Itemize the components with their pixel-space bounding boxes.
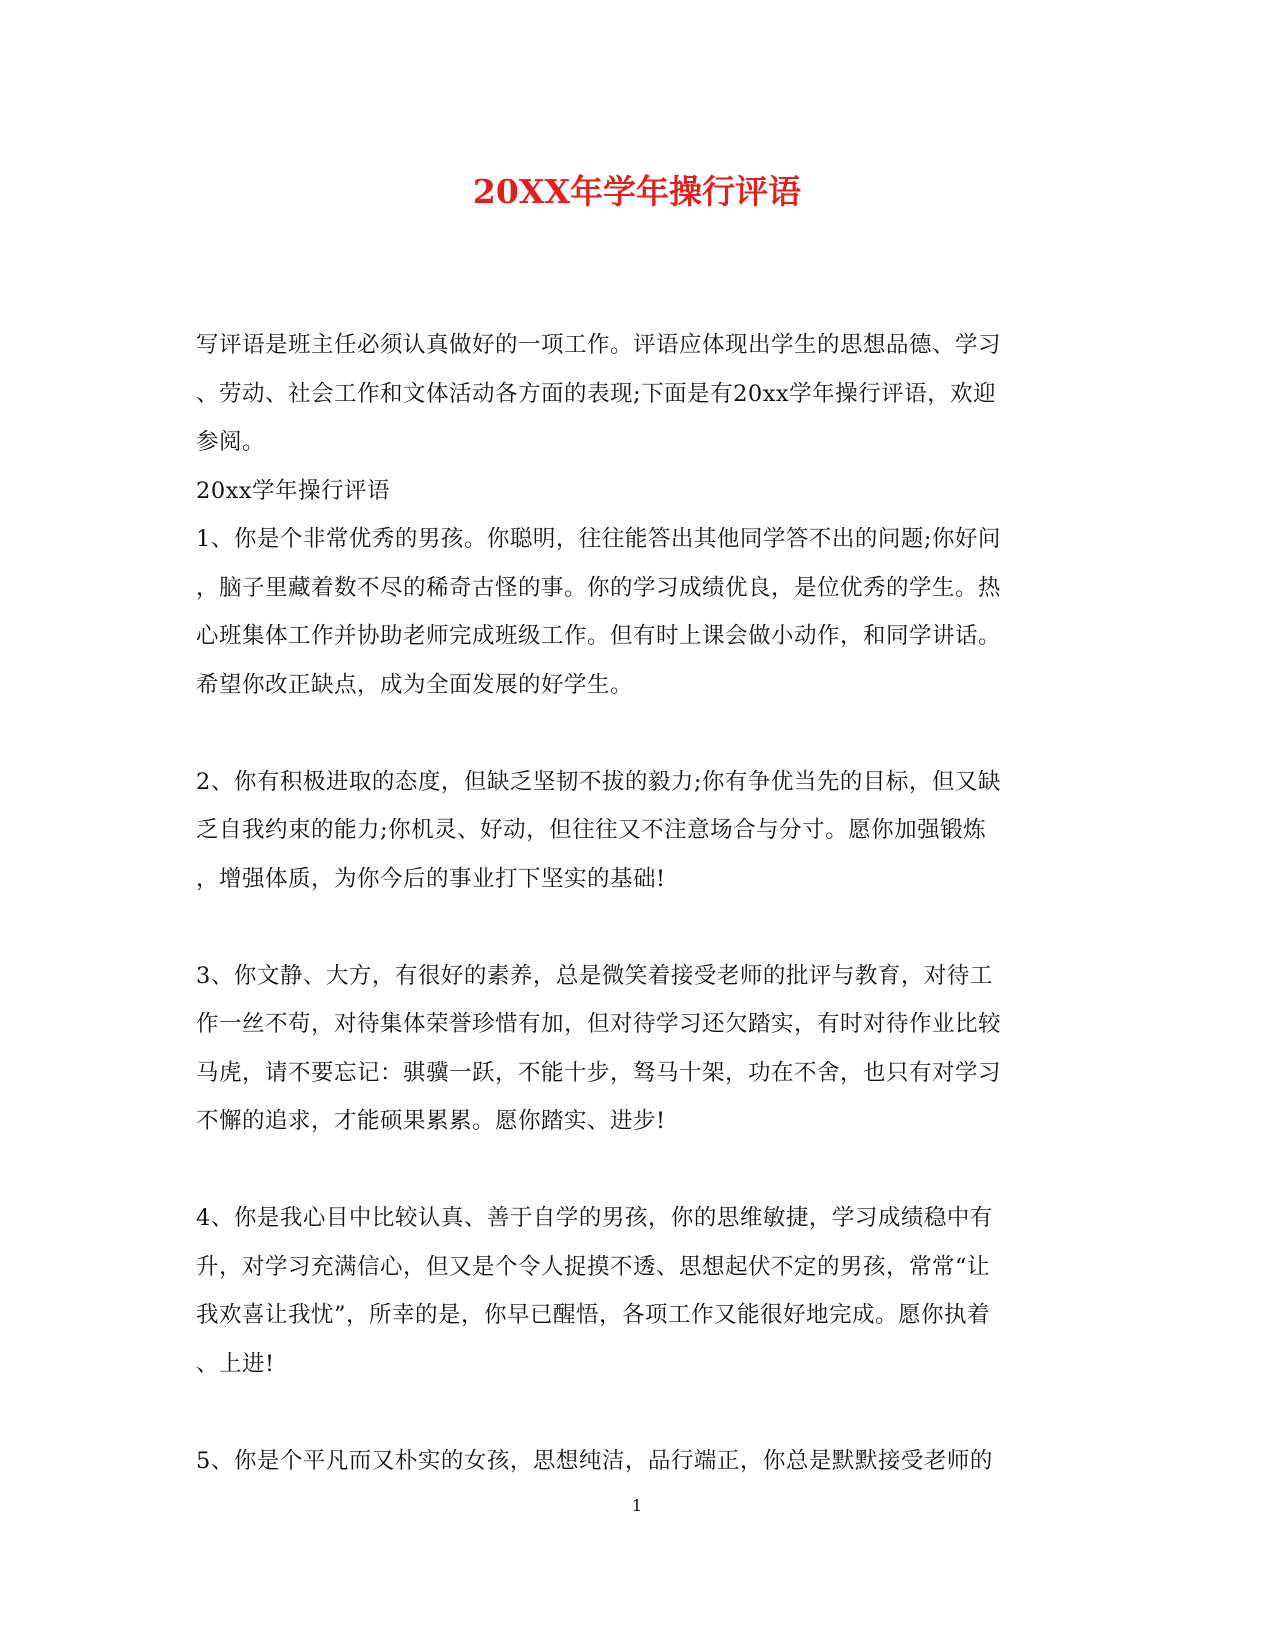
paragraph-spacer [196, 1388, 1082, 1437]
comment-line: 马虎，请不要忘记：骐骥一跃，不能十步，驽马十架，功在不舍，也只有对学习 [196, 1059, 1002, 1086]
comment-item-4 [196, 1194, 1082, 1388]
comment-item-2 [196, 758, 1082, 904]
comment-line: 、上进! [196, 1350, 275, 1377]
paragraph-spacer [196, 709, 1082, 758]
comment-line: ，脑子里藏着数不尽的稀奇古怪的事。你的学习成绩优良，是位优秀的学生。热 [196, 574, 1002, 601]
comment-item-3 [196, 952, 1082, 1146]
section-subheading [196, 467, 1082, 516]
comment-line: 1、你是个非常优秀的男孩。你聪明，往往能答出其他同学答不出的问题;你好问 [196, 526, 1001, 552]
comment-line: 2、你有积极进取的态度，但缺乏坚韧不拔的毅力;你有争优当先的目标，但又缺 [196, 768, 1001, 795]
comment-line: 不懈的追求，才能硕果累累。愿你踏实、进步! [196, 1108, 666, 1134]
comment-line: 5、你是个平凡而又朴实的女孩，思想纯洁，品行端正，你总是默默接受老师的 [196, 1447, 993, 1474]
comment-line: 升，对学习充满信心，但又是个令人捉摸不透、思想起伏不定的男孩，常常“让 [196, 1253, 991, 1280]
comment-line: 乏自我约束的能力;你机灵、好动，但往往又不注意场合与分寸。愿你加强锻炼 [196, 817, 987, 843]
comment-line: ，增强体质，为你今后的事业打下坚实的基础! [196, 865, 666, 892]
comment-line: 我欢喜让我忧”，所幸的是，你早已醒悟，各项工作又能很好地完成。愿你执着 [196, 1302, 991, 1328]
comment-line: 3、你文静、大方，有很好的素养，总是微笑着接受老师的批评与教育，对待工 [196, 962, 993, 989]
page-number: 1 [631, 1496, 643, 1515]
intro-line: 、劳动、社会工作和文体活动各方面的表现;下面是有20xx学年操行评语，欢迎 [196, 380, 997, 407]
comment-item-5 [196, 1437, 1082, 1486]
comment-line: 心班集体工作并协助老师完成班级工作。但有时上课会做小动作，和同学讲话。 [196, 623, 1002, 649]
paragraph-spacer [196, 903, 1082, 952]
subheading-line: 20xx学年操行评语 [196, 477, 391, 504]
comment-line: 4、你是我心目中比较认真、善于自学的男孩，你的思维敏捷，学习成绩稳中有 [196, 1205, 993, 1231]
document-body [196, 321, 1082, 1485]
intro-paragraph [196, 321, 1082, 467]
document-title: 20XX年学年操行评语 [472, 172, 802, 211]
paragraph-spacer [196, 1146, 1082, 1195]
intro-line: 写评语是班主任必须认真做好的一项工作。评语应体现出学生的思想品德、学习 [196, 332, 1002, 358]
comment-item-1 [196, 515, 1082, 709]
comment-line: 作一丝不苟，对待集体荣誉珍惜有加，但对待学习还欠踏实，有时对待作业比较 [196, 1011, 1002, 1037]
comment-line: 希望你改正缺点，成为全面发展的好学生。 [196, 671, 634, 698]
intro-line: 参阅。 [196, 429, 266, 455]
